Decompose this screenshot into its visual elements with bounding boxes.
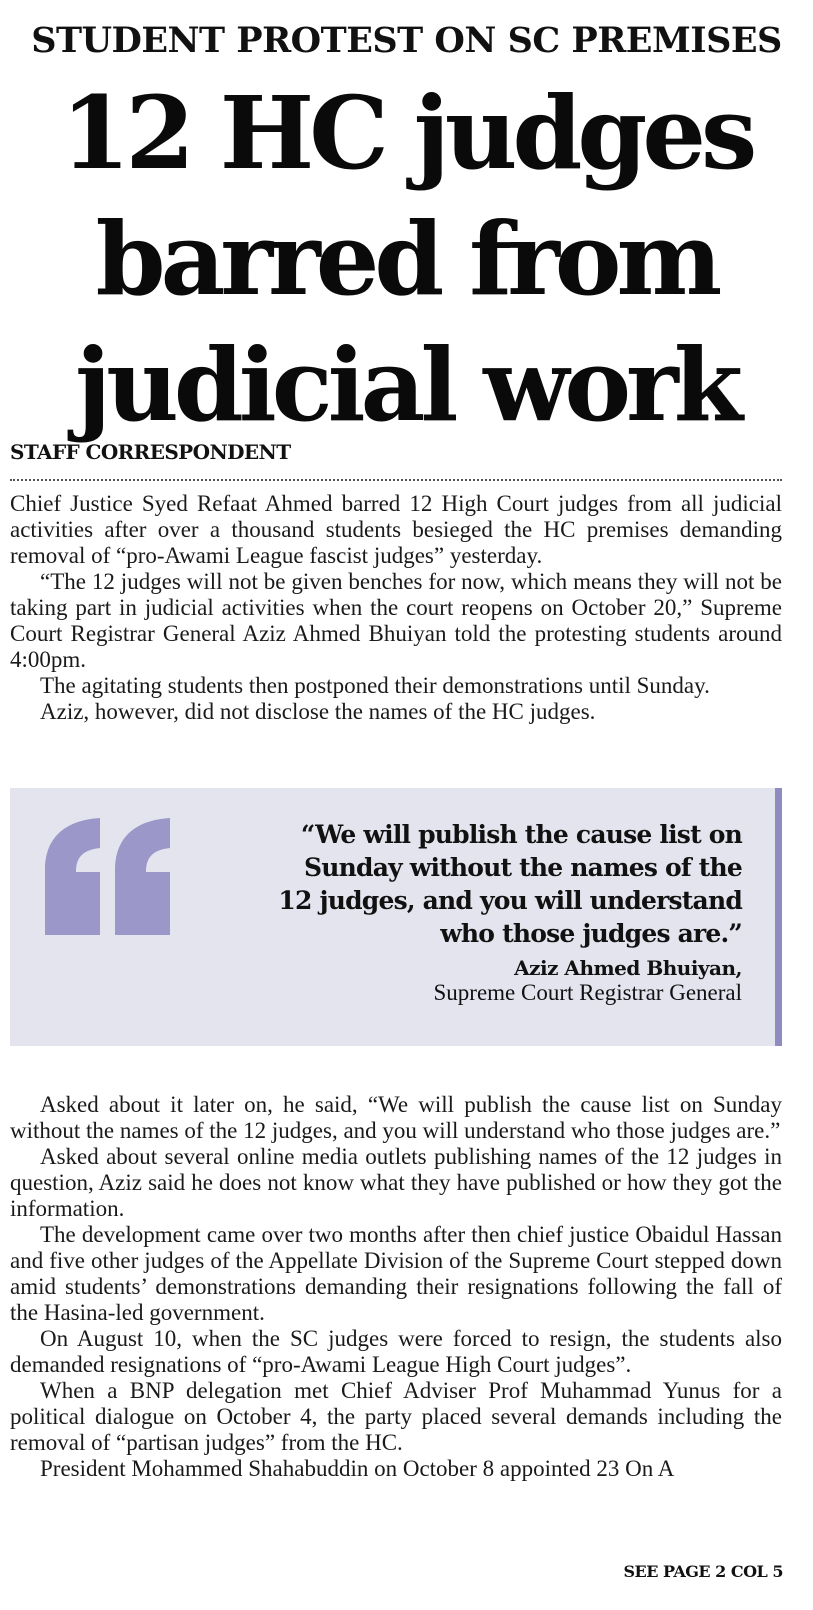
pull-quote-accent-bar: [775, 788, 782, 1046]
paragraph: When a BNP delegation met Chief Adviser Prof Muhammad Yunus for a political dialogue on October 4, the party placed several demands including the removal of “partisan judges” from the HC.: [10, 1378, 782, 1455]
dotted-divider: [10, 479, 782, 481]
pull-quote-line: “We will publish the cause list on: [300, 820, 742, 849]
article-headline: [0, 70, 813, 448]
continuation-note: SEE PAGE 2 COL 5: [623, 1562, 783, 1581]
pull-quote-line: 12 judges, and you will understand: [278, 886, 742, 915]
pull-quote-text: [220, 818, 742, 950]
article-body-top: [10, 491, 782, 725]
paragraph: The development came over two months after then chief justice Obaidul Hassan and five other judges of the Appellate Division of the Supreme Court stepped down amid students’ demonstrations demanding their resignations following the fall of the Hasina-led government.: [10, 1222, 782, 1325]
pull-quote-role: Supreme Court Registrar General: [433, 980, 742, 1005]
paragraph: “The 12 judges will not be given benches for now, which means they will not be taking part in judicial activities when the court reopens on October 20,” Supreme Court Registrar General Aziz Ahmed Bhuiyan told the protesting students around 4:00pm.: [10, 569, 782, 672]
paragraph: President Mohammed Shahabuddin on October 8 appointed 23 On A: [40, 1456, 675, 1481]
pull-quote-line: Sunday without the names of the: [304, 853, 742, 882]
paragraph: Asked about several online media outlets publishing names of the 12 judges in question, Aziz said he does not know what they have published or how they got the information.: [10, 1144, 782, 1221]
pull-quote-speaker: Aziz Ahmed Bhuiyan,: [514, 956, 742, 980]
paragraph: Chief Justice Syed Refaat Ahmed barred 12 High Court judges from all judicial activities after over a thousand students besieged the HC premises demanding removal of “pro-Awami League fascist judges” yesterday.: [10, 491, 782, 568]
pull-quote-line: who those judges are.”: [440, 919, 742, 948]
paragraph: The agitating students then postponed their demonstrations until Sunday.: [40, 673, 710, 698]
headline-line-2: barred from: [95, 200, 718, 318]
quotation-mark-icon: [30, 790, 190, 940]
paragraph: Asked about it later on, he said, “We will publish the cause list on Sunday without the names of the 12 judges, and you will understand who those judges are.”: [10, 1092, 782, 1143]
headline-line-3: judicial work: [74, 326, 739, 444]
paragraph: Aziz, however, did not disclose the names of the HC judges.: [40, 699, 596, 724]
byline: STAFF CORRESPONDENT: [10, 440, 291, 464]
article-kicker: STUDENT PROTEST ON SC PREMISES: [31, 20, 782, 61]
article-body-bottom: [10, 1092, 782, 1482]
paragraph: On August 10, when the SC judges were forced to resign, the students also demanded resignations of “pro-Awami League High Court judges”.: [10, 1326, 782, 1377]
headline-line-1: 12 HC judges: [60, 74, 753, 192]
